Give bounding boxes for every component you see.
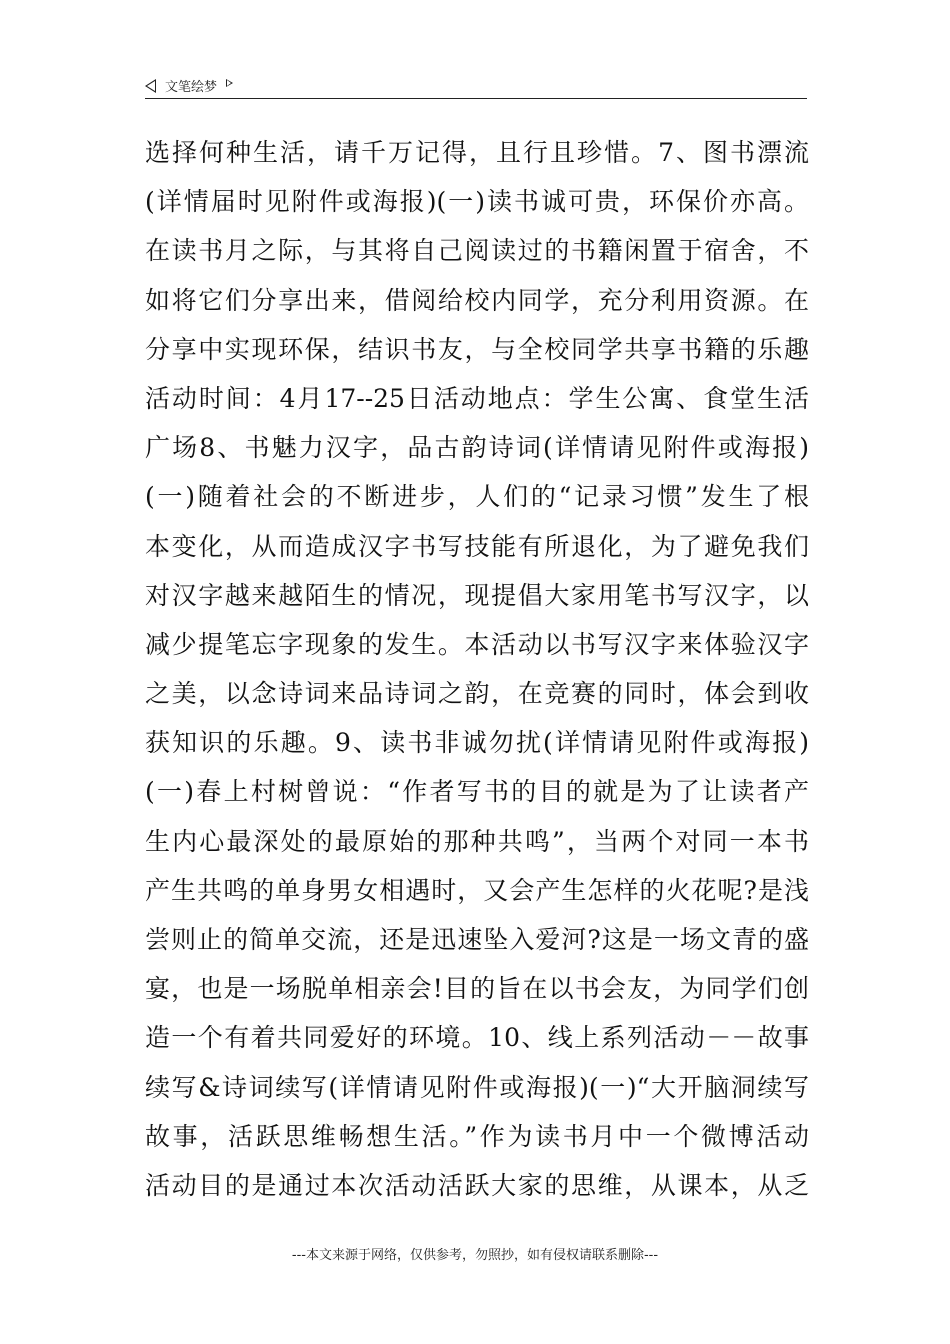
header-title: 文笔绘梦 (165, 80, 218, 95)
body-line: 产生共鸣的单身男女相遇时，又会产生怎样的火花呢?是浅 (145, 875, 809, 905)
body-line: 宴，也是一场脱单相亲会!目的旨在以书会友，为同学们创 (145, 974, 809, 1004)
body-line: 尝则止的简单交流，还是迅速坠入爱河?这是一场文青的盛 (145, 925, 809, 954)
triangle-right-icon (226, 79, 233, 87)
body-line: 活动目的是通过本次活动活跃大家的思维，从课本，从乏 (145, 1170, 809, 1200)
body-line: 之美，以念诗词来品诗词之韵，在竞赛的同时，体会到收 (145, 679, 809, 709)
body-line: (详情届时见附件或海报)(一)读书诚可贵，环保价亦高。 (145, 187, 809, 217)
body-line: 广场8、书魅力汉字，品古韵诗词(详情请见附件或海报) (145, 433, 809, 463)
body-line: 在读书月之际，与其将自己阅读过的书籍闲置于宿舍，不 (145, 236, 809, 266)
page-header (145, 72, 807, 99)
body-line: (一)随着社会的不断进步，人们的“记录习惯”发生了根 (145, 482, 809, 512)
body-line: 续写&诗词续写(详情请见附件或海报)(一)“大开脑洞续写 (145, 1072, 809, 1102)
body-line: 减少提笔忘字现象的发生。本活动以书写汉字来体验汉字 (145, 629, 809, 659)
body-line: 如将它们分享出来，借阅给校内同学，充分利用资源。在 (145, 285, 809, 315)
body-line: 故事，活跃思维畅想生活。”作为读书月中一个微博活动 (145, 1121, 809, 1151)
body-line: 活动时间：4月17--25日活动地点：学生公寓、食堂生活 (145, 383, 809, 413)
document-body (145, 128, 809, 1210)
body-line: 本变化，从而造成汉字书写技能有所退化，为了避免我们 (145, 531, 809, 561)
header-group (145, 76, 233, 95)
body-line: 分享中实现环保，结识书友，与全校同学共享书籍的乐趣 (145, 334, 809, 364)
body-line: (一)春上村树曾说：“作者写书的目的就是为了让读者产 (145, 777, 809, 807)
footer-disclaimer: ---本文来源于网络，仅供参考，勿照抄，如有侵权请联系删除--- (291, 1248, 659, 1263)
body-line: 生内心最深处的最原始的那种共鸣”，当两个对同一本书 (145, 826, 809, 856)
body-line: 对汉字越来越陌生的情况，现提倡大家用笔书写汉字，以 (145, 580, 809, 610)
body-line: 选择何种生活，请千万记得，且行且珍惜。7、图书漂流 (145, 138, 809, 167)
triangle-left-icon (145, 79, 156, 93)
body-line: 获知识的乐趣。9、读书非诚勿扰(详情请见附件或海报) (145, 728, 809, 758)
body-line: 造一个有着共同爱好的环境。10、线上系列活动－－故事 (145, 1023, 809, 1053)
